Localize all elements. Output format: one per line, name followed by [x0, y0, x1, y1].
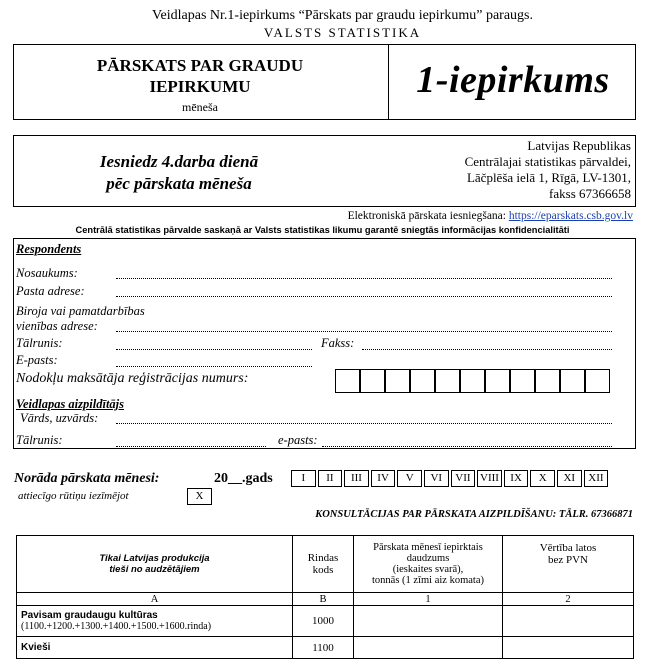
table-header-row	[17, 536, 634, 593]
tax-id-box-11[interactable]	[585, 369, 610, 393]
month-box-I[interactable]: I	[291, 470, 316, 487]
month-box-III[interactable]: III	[344, 470, 369, 487]
month-label: Norāda pārskata mēnesi:	[14, 471, 160, 486]
idx-b: B	[293, 593, 354, 606]
respondent-fax-field[interactable]	[362, 349, 612, 350]
respondent-postal-field[interactable]	[116, 296, 612, 297]
electronic-submission	[348, 210, 633, 222]
table-row	[17, 637, 634, 659]
row-1000-code: 1000	[293, 606, 354, 637]
tax-id-box-3[interactable]	[385, 369, 410, 393]
col-a-header: Tikai Latvijas produkcija tieši no audzētājiem	[17, 536, 293, 593]
col-b-header: Rindas kods	[293, 536, 354, 593]
sample-title: Veidlapas Nr.1-iepirkums “Pārskats par graudu iepirkumu” paraugs.	[151, 8, 533, 23]
year-field[interactable]: 20__.gads	[214, 471, 273, 486]
idx-2: 2	[503, 593, 634, 606]
month-box-II[interactable]: II	[318, 470, 343, 487]
row-1000-label: Pavisam graudaugu kultūras (1100.+1200.+1300.+1400.+1500.+1600.rinda)	[17, 606, 293, 637]
filler-phone-label: Tālrunis:	[16, 433, 63, 447]
electronic-label: Elektroniskā pārskata iesniegšana:	[347, 210, 506, 222]
idx-1: 1	[354, 593, 503, 606]
row-1100-value[interactable]	[503, 637, 634, 659]
respondent-postal-label: Pasta adrese:	[16, 284, 85, 298]
row-1100-code: 1100	[293, 637, 354, 659]
address-line2: Centrālajai statistikas pārvaldei,	[464, 154, 631, 169]
month-box-IX[interactable]: IX	[504, 470, 529, 487]
table-row	[17, 606, 634, 637]
tax-id-box-5[interactable]	[435, 369, 460, 393]
respondent-office-field[interactable]	[116, 331, 612, 332]
month-mark-example: X	[187, 488, 212, 505]
valsts-statistika: VALSTS STATISTIKA	[263, 25, 422, 40]
tax-id-box-7[interactable]	[485, 369, 510, 393]
filler-name-label: Vārds, uzvārds:	[20, 411, 99, 425]
col-2-header: Vērtība latos bez PVN	[503, 536, 634, 593]
filler-email-field[interactable]	[322, 446, 612, 447]
filler-email-label: e-pasts:	[278, 433, 318, 447]
month-box-VIII[interactable]: VIII	[477, 470, 502, 487]
tax-id-box-6[interactable]	[460, 369, 485, 393]
respondent-heading: Respondents	[16, 242, 82, 256]
report-title-line1: PĀRSKATS PAR GRAUDU	[96, 56, 304, 75]
month-box-XII[interactable]: XII	[584, 470, 609, 487]
address-line3: Lāčplēša ielā 1, Rīgā, LV-1301,	[466, 170, 631, 185]
month-box-VI[interactable]: VI	[424, 470, 449, 487]
row-1100-quantity[interactable]	[354, 637, 503, 659]
respondent-email-label: E-pasts:	[16, 353, 58, 367]
month-box-VII[interactable]: VII	[451, 470, 476, 487]
address-line1: Latvijas Republikas	[527, 138, 631, 153]
row-1000-quantity[interactable]	[354, 606, 503, 637]
respondent-office-label1: Biroja vai pamatdarbības	[16, 304, 145, 318]
month-box-X[interactable]: X	[530, 470, 555, 487]
deadline-line2: pēc pārskata mēneša	[106, 174, 252, 193]
respondent-fax-label: Fakss:	[321, 336, 355, 350]
respondent-phone-field[interactable]	[116, 349, 312, 350]
row-1100-label: Kvieši	[17, 637, 293, 659]
form-code: 1-iepirkums	[416, 59, 610, 101]
respondent-name-field[interactable]	[116, 278, 612, 279]
tax-id-box-10[interactable]	[560, 369, 585, 393]
row-1000-value[interactable]	[503, 606, 634, 637]
tax-id-box-1[interactable]	[335, 369, 360, 393]
filler-heading: Veidlapas aizpildītājs	[16, 397, 125, 411]
purchase-table	[16, 535, 634, 659]
month-box-V[interactable]: V	[397, 470, 422, 487]
tax-id-box-8[interactable]	[510, 369, 535, 393]
month-hint: attiecīgo rūtiņu iezīmējot	[18, 490, 129, 502]
consultation-phone: KONSULTĀCIJAS PAR PĀRSKATA AIZPILDĪŠANU: TĀLR. 67366871	[315, 509, 633, 520]
month-box-IV[interactable]: IV	[371, 470, 396, 487]
filler-phone-field[interactable]	[116, 446, 266, 447]
col-1-header: Pārskata mēnesī iepirktais daudzums (ieskaites svarā), tonnās (1 zīmi aiz komata)	[354, 536, 503, 593]
address-line4: fakss 67366658	[549, 186, 631, 201]
tax-id-box-2[interactable]	[360, 369, 385, 393]
idx-a: A	[17, 593, 293, 606]
respondent-phone-label: Tālrunis:	[16, 336, 63, 350]
tax-id-label: Nodokļu maksātāja reģistrācijas numurs:	[16, 371, 249, 386]
respondent-name-label: Nosaukums:	[16, 266, 78, 280]
tax-id-box-9[interactable]	[535, 369, 560, 393]
respondent-email-field[interactable]	[116, 366, 312, 367]
eparskats-link[interactable]: https://eparskats.csb.gov.lv	[508, 210, 633, 222]
tax-id-box-4[interactable]	[410, 369, 435, 393]
title-divider	[388, 44, 389, 120]
report-period: mēneša	[182, 100, 218, 114]
table-index-row	[17, 593, 634, 606]
month-box-XI[interactable]: XI	[557, 470, 582, 487]
filler-name-field[interactable]	[116, 423, 612, 424]
respondent-office-label2: vienības adrese:	[16, 319, 98, 333]
confidentiality-note: Centrālā statistikas pārvalde saskaņā ar Valsts statistikas likumu garantē sniegtās informācijas konfidencialitāti	[75, 225, 570, 235]
deadline-line1: Iesniedz 4.darba dienā	[99, 152, 259, 171]
report-title-line2: IEPIRKUMU	[149, 77, 251, 96]
